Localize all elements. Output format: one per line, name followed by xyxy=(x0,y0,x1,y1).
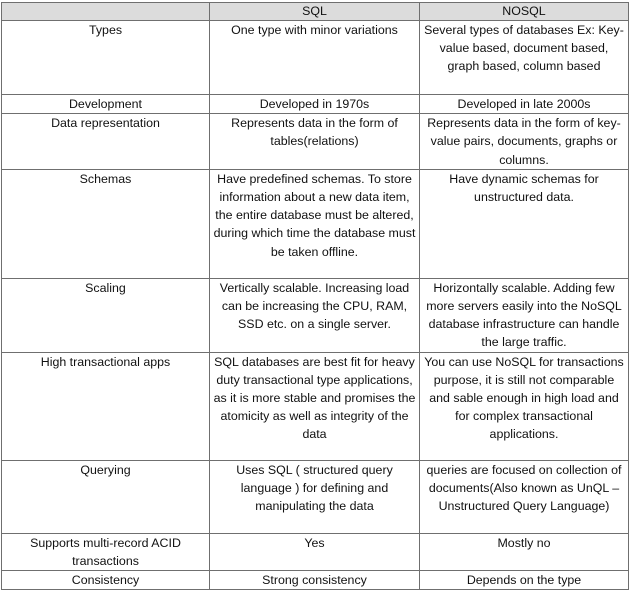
row-sql: One type with minor variations xyxy=(210,21,420,95)
row-feature: Scaling xyxy=(2,278,210,352)
header-feature xyxy=(2,3,210,21)
row-nosql: You can use NoSQL for transactions purpose, it is still not comparable and sable enough in high load and for complex transactional applications. xyxy=(420,352,629,460)
row-nosql: Represents data in the form of key-value pairs, documents, graphs or columns. xyxy=(420,114,629,170)
header-row xyxy=(2,3,629,21)
table-row xyxy=(2,533,629,570)
table-row xyxy=(2,169,629,278)
row-feature: Schemas xyxy=(2,169,210,278)
row-sql: Vertically scalable. Increasing load can be increasing the CPU, RAM, SSD etc. on a single server. xyxy=(210,278,420,352)
table-row xyxy=(2,95,629,114)
row-nosql: Mostly no xyxy=(420,533,629,570)
row-sql: SQL databases are best fit for heavy duty transactional type applications, as it is more stable and promises the atomicity as well as integrity of the data xyxy=(210,352,420,460)
row-feature: Development xyxy=(2,95,210,114)
row-feature: High transactional apps xyxy=(2,352,210,460)
row-nosql: queries are focused on collection of documents(Also known as UnQL – Unstructured Query Language) xyxy=(420,460,629,533)
row-nosql: Have dynamic schemas for unstructured data. xyxy=(420,169,629,278)
row-sql: Represents data in the form of tables(relations) xyxy=(210,114,420,170)
row-sql: Strong consistency xyxy=(210,571,420,590)
row-feature: Types xyxy=(2,21,210,95)
row-nosql: Developed in late 2000s xyxy=(420,95,629,114)
table-row xyxy=(2,460,629,533)
row-sql: Yes xyxy=(210,533,420,570)
row-feature: Querying xyxy=(2,460,210,533)
table-row xyxy=(2,571,629,590)
table-row xyxy=(2,278,629,352)
row-nosql: Several types of databases Ex: Key-value based, document based, graph based, column based xyxy=(420,21,629,95)
row-sql: Have predefined schemas. To store information about a new data item, the entire database must be altered, during which time the database must be taken offline. xyxy=(210,169,420,278)
comparison-table xyxy=(1,2,629,590)
table-row xyxy=(2,352,629,460)
row-nosql: Horizontally scalable. Adding few more servers easily into the NoSQL database infrastructure can handle the large traffic. xyxy=(420,278,629,352)
header-nosql: NOSQL xyxy=(420,3,629,21)
table-row xyxy=(2,21,629,95)
row-nosql: Depends on the type xyxy=(420,571,629,590)
row-sql: Developed in 1970s xyxy=(210,95,420,114)
header-sql: SQL xyxy=(210,3,420,21)
row-feature: Data representation xyxy=(2,114,210,170)
table-row xyxy=(2,114,629,170)
row-feature: Consistency xyxy=(2,571,210,590)
row-feature: Supports multi-record ACID transactions xyxy=(2,533,210,570)
row-sql: Uses SQL ( structured query language ) for defining and manipulating the data xyxy=(210,460,420,533)
